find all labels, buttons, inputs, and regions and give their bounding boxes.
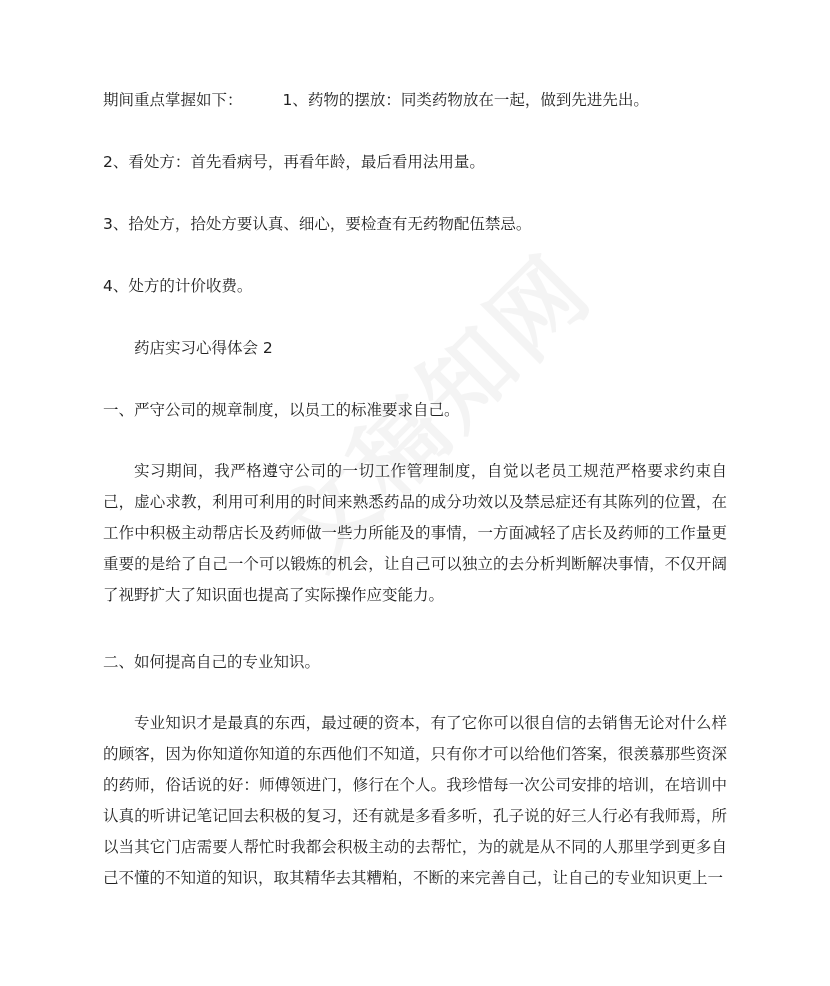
section-1-title: 一、严守公司的规章制度，以员工的标准要求自己。 [103,401,460,419]
heading-2: 药店实习心得体会 2 [134,339,273,357]
paragraph-1: 实习期间，我严格遵守公司的一切工作管理制度，自觉以老员工规范严格要求约束自己，虚心求教，利用可利用的时间来熟悉药品的成分功效以及禁忌症还有其陈列的位置，在工作中积极主动帮店长及药师做一些力所能及的事情，一方面减轻了店长及药师的工作量更重要的是给了自己一个可以锻炼的机会，让自己可以独立的去分析判断解决事情，不仅开阔了视野扩大了知识面也提高了实际操作应变能力。 [103,462,727,604]
item-1: 1、药物的摆放：同类药物放在一起，做到先进先出。 [282,91,649,109]
intro-line [103,90,649,110]
section-2-title: 二、如何提高自己的专业知识。 [103,653,321,671]
item-4: 4、处方的计价收费。 [103,277,253,295]
paragraph-2: 专业知识才是最真的东西，最过硬的资本，有了它你可以很自信的去销售无论对什么样的顾客，因为你知道你知道的东西他们不知道，只有你才可以给他们答案，很羡慕那些资深的药师，俗话说的好：师傅领进门，修行在个人。我珍惜每一次公司安排的培训，在培训中认真的听讲记笔记回去积极的复习，还有就是多看多听，孔子说的好三人行必有我师焉，所以当其它门店需要人帮忙时我都会积极主动的去帮忙，为的就是从不同的人那里学到更多自己不懂的不知道的知识，取其精华去其糟粕，不断的来完善自己，让自己的专业知识更上一 [103,714,727,887]
intro-label: 期间重点掌握如下： [103,91,243,109]
item-3: 3、拾处方，拾处方要认真、细心，要检查有无药物配伍禁忌。 [103,215,532,233]
item-2: 2、看处方：首先看病号，再看年龄，最后看用法用量。 [103,153,485,171]
